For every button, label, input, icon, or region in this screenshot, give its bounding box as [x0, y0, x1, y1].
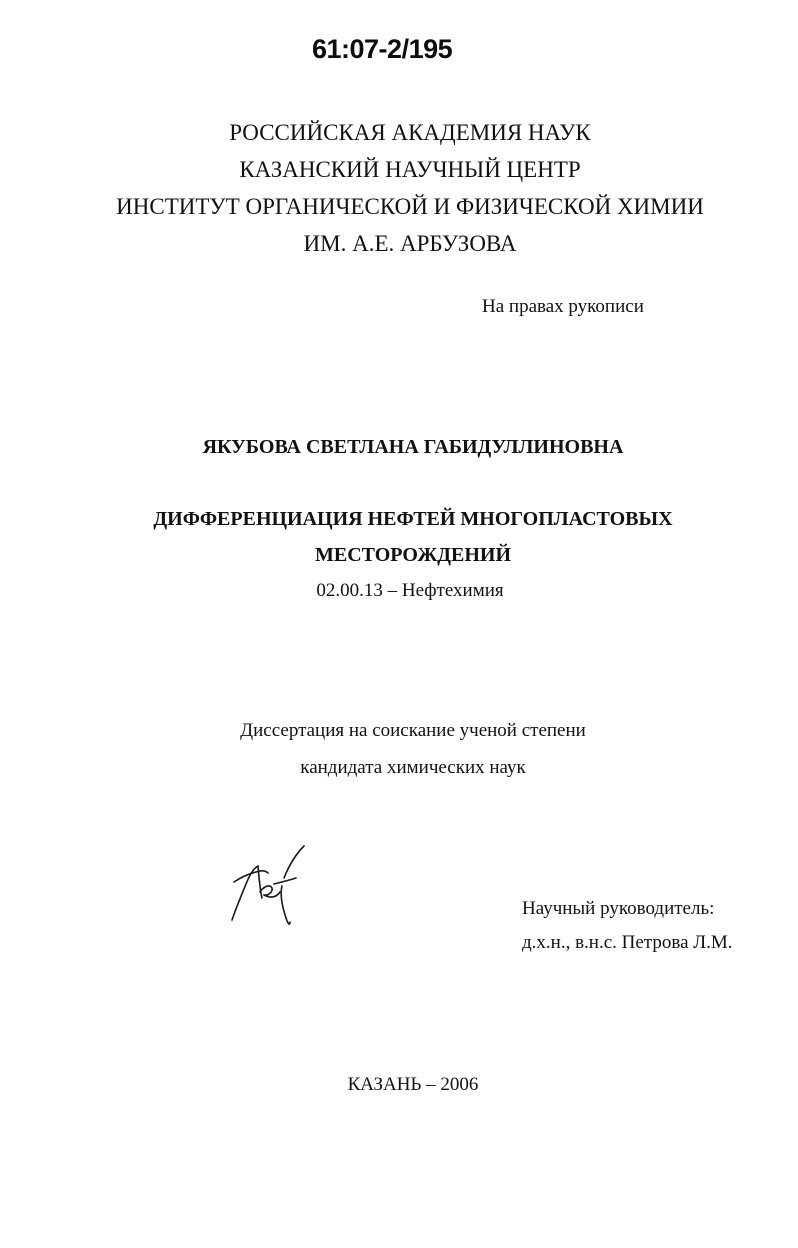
dissertation-line-2: кандидата химических наук — [300, 757, 526, 778]
institution-line-3: ИНСТИТУТ ОРГАНИЧЕСКОЙ И ФИЗИЧЕСКОЙ ХИМИИ — [116, 194, 704, 219]
manuscript-rights: На правах рукописи — [482, 296, 644, 317]
title-line-2: МЕСТОРОЖДЕНИЙ — [315, 544, 511, 566]
institution-line-2: КАЗАНСКИЙ НАУЧНЫЙ ЦЕНТР — [239, 157, 581, 182]
institution-line-1: РОССИЙСКАЯ АКАДЕМИЯ НАУК — [229, 120, 591, 145]
supervisor-name: д.х.н., в.н.с. Петрова Л.М. — [522, 932, 733, 953]
supervisor-label: Научный руководитель: — [522, 898, 715, 919]
institution-line-4: ИМ. А.Е. АРБУЗОВА — [303, 231, 517, 256]
city-year: КАЗАНЬ – 2006 — [347, 1074, 479, 1095]
archive-code: 61:07-2/195 — [312, 34, 453, 64]
title-line-1: ДИФФЕРЕНЦИАЦИЯ НЕФТЕЙ МНОГОПЛАСТОВЫХ — [153, 508, 673, 530]
specialty-code: 02.00.13 – Нефтехимия — [316, 580, 504, 601]
author-name: ЯКУБОВА СВЕТЛАНА ГАБИДУЛЛИНОВНА — [202, 436, 624, 458]
signature-icon — [226, 838, 310, 928]
dissertation-line-1: Диссертация на соискание ученой степени — [240, 720, 586, 741]
